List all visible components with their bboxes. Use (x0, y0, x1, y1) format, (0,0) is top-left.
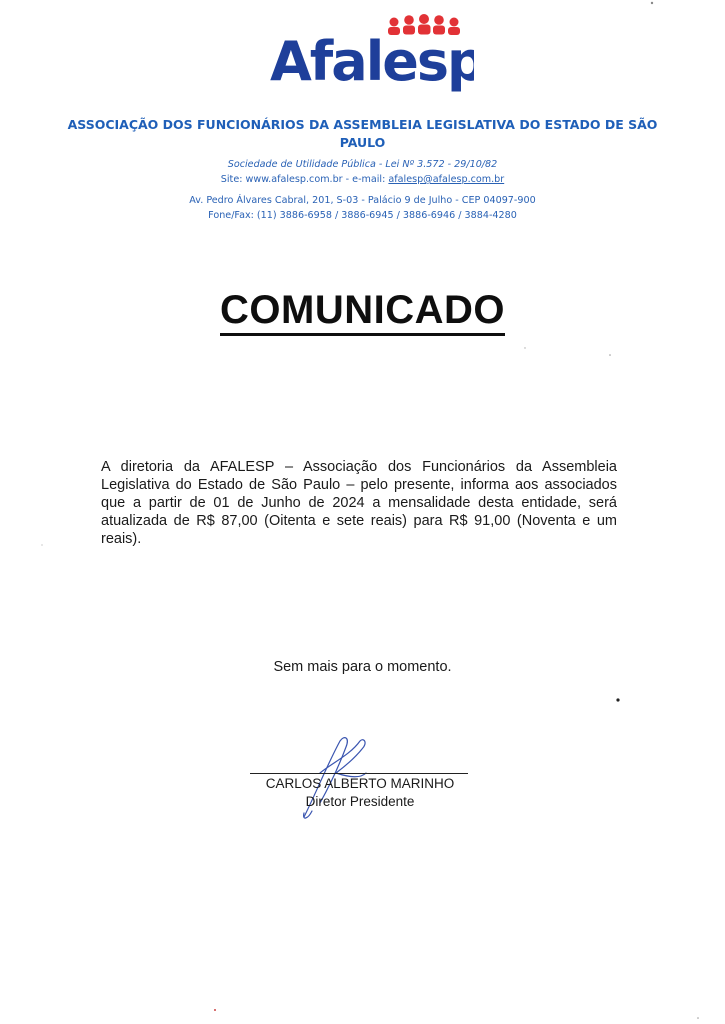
closing-line: Sem mais para o momento. (273, 659, 452, 675)
heading-text: COMUNICADO (220, 288, 505, 336)
document-heading (0, 288, 725, 333)
address-line: Av. Pedro Álvares Cabral, 201, S-03 - Palácio 9 de Julho - CEP 04097-900 (189, 195, 536, 206)
phone-line: Fone/Fax: (11) 3886-6958 / 3886-6945 / 3886-6946 / 3884-4280 (208, 210, 517, 221)
logo-text: Afalesp (270, 30, 474, 93)
organization-name: ASSOCIAÇÃO DOS FUNCIONÁRIOS DA ASSEMBLEIA LEGISLATIVA DO ESTADO DE SÃO PAULO (67, 117, 658, 150)
body-paragraph: A diretoria da AFALESP – Associação dos Funcionários da Assembleia Legislativa do Estado de São Paulo – pelo presente, informa aos associados que a partir de 01 de Junho de 2024 a mensalidade desta entidade, será atualizada de R$ 87,00 (Oitenta e sete reais) para R$ 91,00 (Noventa e um reais). (101, 459, 617, 547)
site-email-line (60, 172, 665, 187)
utility-line: Sociedade de Utilidade Pública - Lei Nº 3.572 - 29/10/82 (227, 159, 498, 170)
signature-line (250, 773, 468, 774)
email-link[interactable]: afalesp@afalesp.com.br (388, 174, 505, 185)
signatory-name: CARLOS ALBERTO MARINHO (265, 776, 455, 791)
signatory-role: Diretor Presidente (305, 794, 415, 809)
afalesp-logo (262, 12, 474, 98)
site-text: Site: www.afalesp.com.br - e-mail: (220, 174, 389, 185)
